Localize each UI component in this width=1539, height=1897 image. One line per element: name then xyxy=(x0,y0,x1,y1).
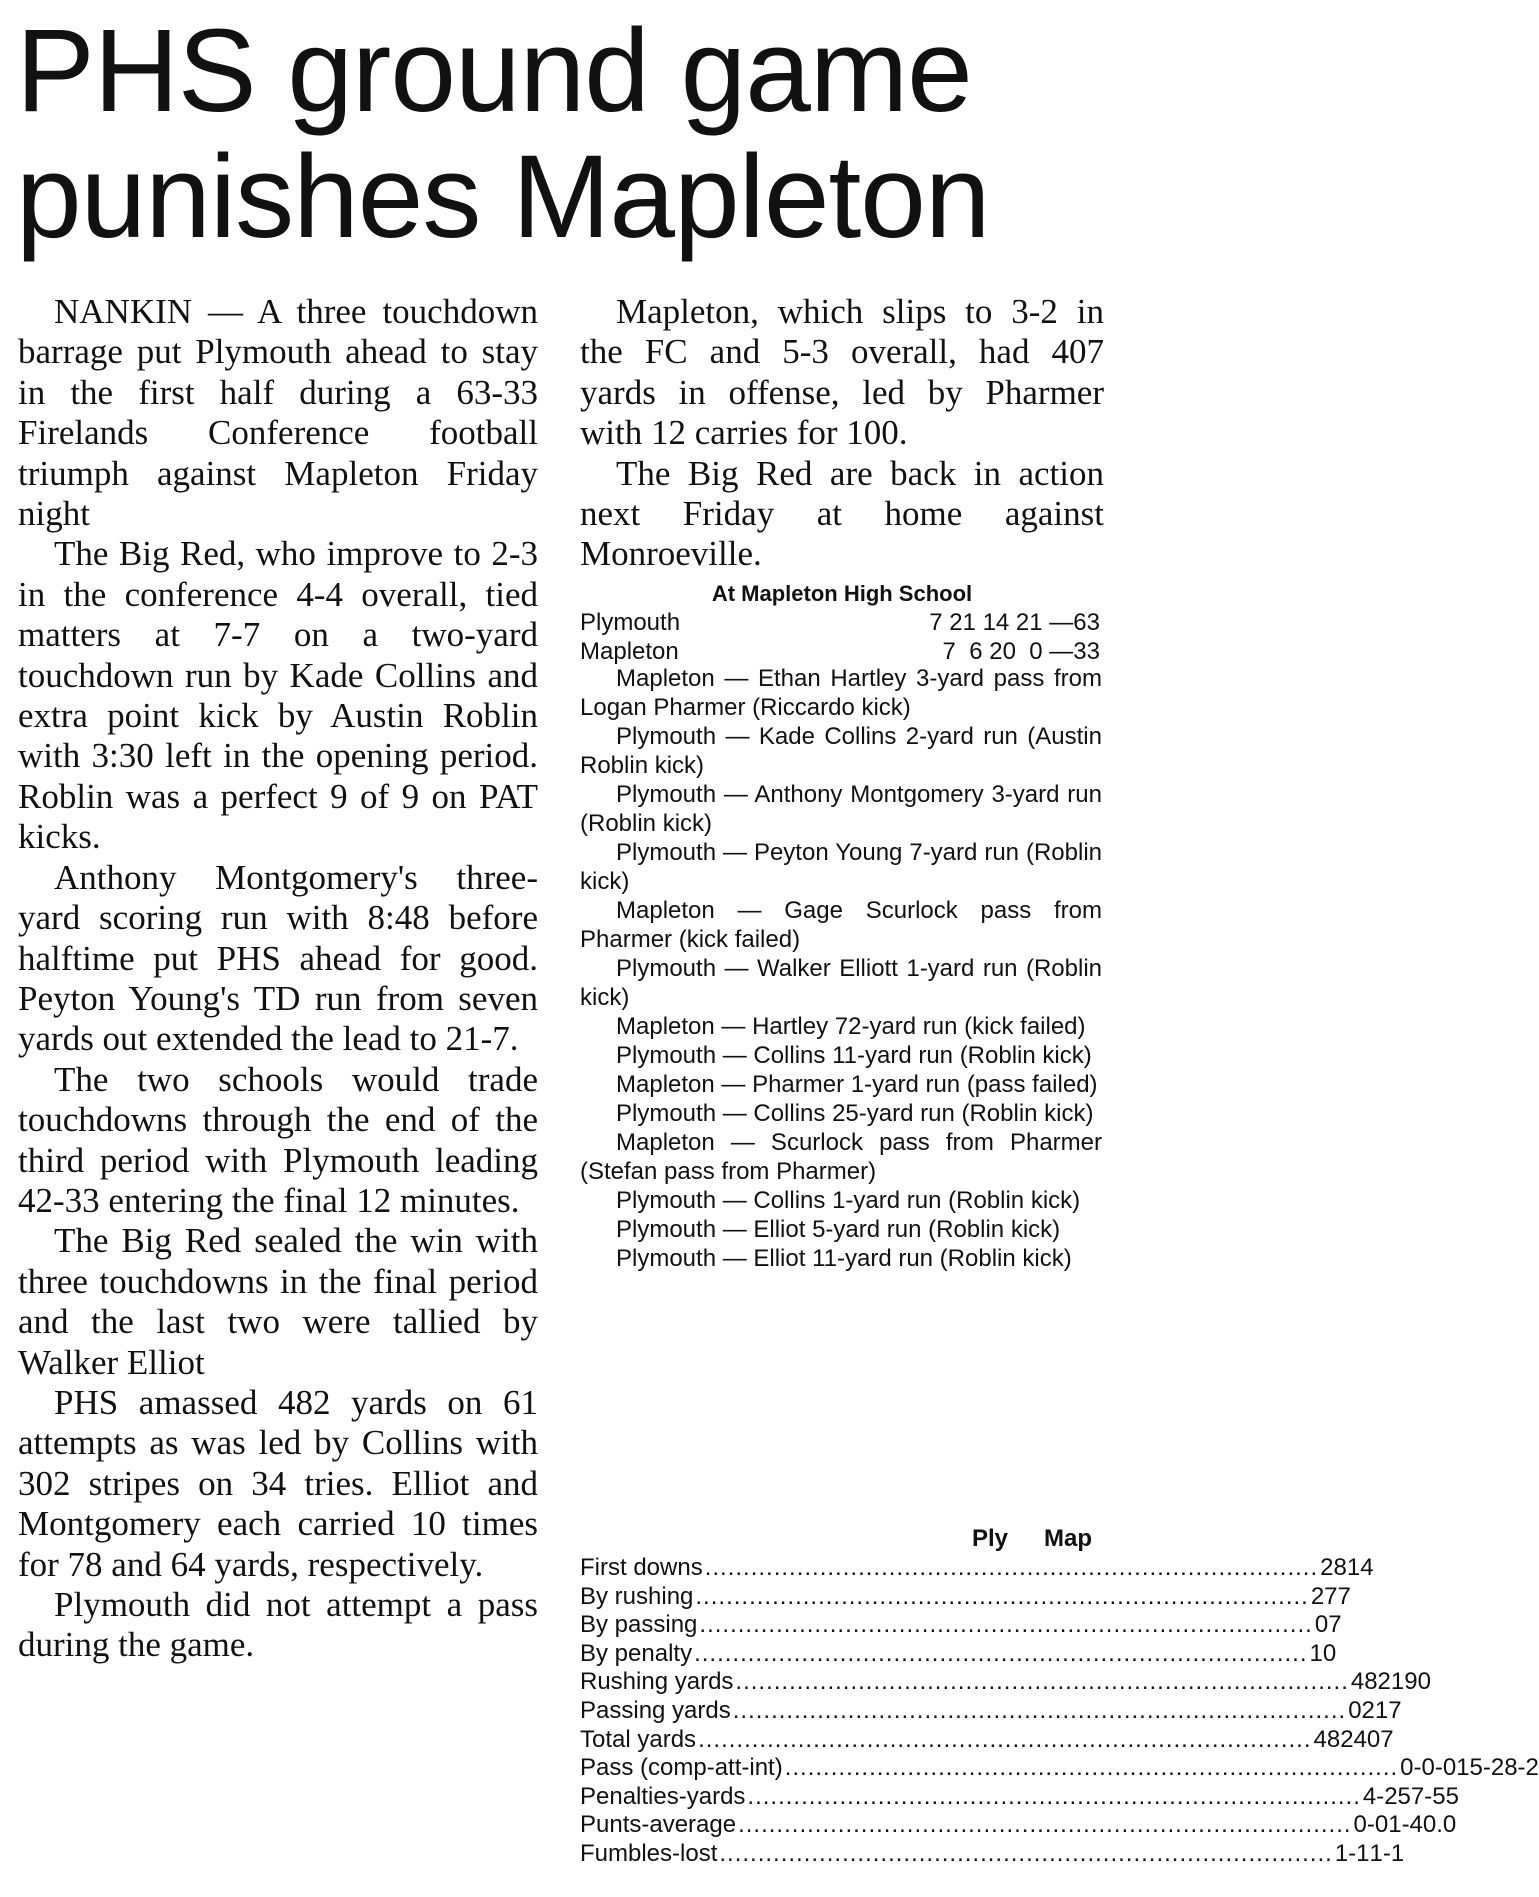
stat-label: Pass (comp-att-int) xyxy=(580,1754,783,1782)
headline xyxy=(16,5,1116,263)
dot-leader: ................................................................................ xyxy=(738,1811,1352,1839)
stat-label: By rushing xyxy=(580,1582,694,1610)
quarter-scores xyxy=(820,637,1100,666)
scoring-play: Plymouth — Collins 1-yard run (Roblin kick) xyxy=(616,1187,1081,1214)
final-score: —63 xyxy=(1049,609,1100,636)
stat-row xyxy=(580,1810,1457,1839)
stat-map-value: 7 xyxy=(1337,1582,1351,1610)
scoring-play: Mapleton — Pharmer 1-yard run (pass failed) xyxy=(616,1071,1098,1098)
stat-ply-value: 482 xyxy=(1313,1725,1354,1753)
stat-map-value: 14 xyxy=(1346,1554,1374,1581)
stat-ply-value: 0 xyxy=(1348,1696,1362,1724)
stat-ply-value: 1-1 xyxy=(1334,1839,1370,1867)
scoring-play: Plymouth — Walker Elliott 1-yard run (Roblin kick) xyxy=(580,955,1102,1011)
stat-map-value: 407 xyxy=(1353,1725,1394,1753)
scoring-play: Plymouth — Elliot 5-yard run (Roblin kick) xyxy=(616,1216,1061,1243)
quarter-scores xyxy=(820,608,1100,637)
scoring-play: Plymouth — Peyton Young 7-yard run (Roblin kick) xyxy=(580,839,1102,895)
scoring-summary xyxy=(580,664,1102,1273)
score-line-mapleton xyxy=(580,637,1100,666)
scoring-play: Mapleton — Ethan Hartley 3-yard pass from Logan Pharmer (Riccardo kick) xyxy=(580,665,1102,721)
score-line-plymouth xyxy=(580,608,1100,637)
stat-label: Punts-average xyxy=(580,1811,737,1839)
stat-ply-value: 4-25 xyxy=(1362,1782,1411,1810)
stat-map-value: 7-55 xyxy=(1410,1782,1459,1810)
stat-map-value: 217 xyxy=(1361,1696,1402,1724)
dot-leader: ................................................................................ xyxy=(732,1696,1347,1724)
scoring-play: Plymouth — Kade Collins 2-yard run (Austin Roblin kick) xyxy=(580,723,1102,779)
quarters: 7 6 20 0 xyxy=(942,638,1043,665)
stat-ply-value: 0-0 xyxy=(1353,1811,1389,1839)
article-right-column xyxy=(580,292,1104,575)
stat-row xyxy=(580,1610,1342,1639)
stat-map-value: 190 xyxy=(1390,1668,1431,1696)
dot-leader: ................................................................................ xyxy=(719,1839,1333,1867)
stat-ply-value: 0 xyxy=(1314,1611,1329,1639)
final-score: —33 xyxy=(1049,638,1100,665)
stat-map-value: 15-28-2 xyxy=(1456,1754,1539,1782)
team-stats-table xyxy=(580,1524,1539,1868)
headline-line-1: PHS ground game xyxy=(16,5,972,137)
dot-leader: ................................................................................ xyxy=(784,1754,1399,1782)
dot-leader: ................................................................................ xyxy=(698,1725,1312,1753)
article-paragraph: The Big Red are back in action next Friday at home against Monroeville. xyxy=(580,453,1104,574)
scoring-play: Mapleton — Hartley 72-yard run (kick failed) xyxy=(616,1013,1086,1040)
stat-ply-value: 1 xyxy=(1309,1639,1323,1667)
stats-header-ply: Ply xyxy=(971,1525,1009,1552)
stat-label: By passing xyxy=(580,1611,698,1639)
stat-label: Rushing yards xyxy=(580,1668,734,1696)
article-paragraph: Mapleton, which slips to 3-2 in the FC and 5-3 overall, had 407 yards in offense, led by Pharmer with 12 carries for 100. xyxy=(580,292,1104,453)
stat-row xyxy=(580,1696,1402,1725)
stat-label: By penalty xyxy=(580,1639,693,1667)
stat-row xyxy=(580,1639,1337,1668)
box-score-title: At Mapleton High School xyxy=(711,581,973,606)
article-paragraph: NANKIN — A three touchdown barrage put Plymouth ahead to stay in the first half during a 63-33 Firelands Conference football triumph against Mapleton Friday night xyxy=(18,292,538,534)
stat-row xyxy=(580,1582,1351,1611)
stat-row xyxy=(580,1782,1459,1811)
quarters: 7 21 14 21 xyxy=(929,609,1043,636)
stat-label: Total yards xyxy=(580,1725,697,1753)
stats-header-map: Map xyxy=(1044,1525,1092,1552)
team-name: Mapleton xyxy=(580,638,679,665)
stat-ply-value: 0-0-0 xyxy=(1400,1754,1457,1782)
stat-map-value: 7 xyxy=(1328,1611,1342,1639)
stats-header xyxy=(580,1524,1092,1553)
article-paragraph: The Big Red, who improve to 2-3 in the conference 4-4 overall, tied matters at 7-7 on a two-yard touchdown run by Kade Collins and extra point kick by Austin Roblin with 3:30 left in the opening period. Roblin was a perfect 9 of 9 on PAT kicks. xyxy=(18,534,538,857)
stat-row xyxy=(580,1553,1374,1582)
stat-row xyxy=(580,1725,1394,1754)
headline-line-2: punishes Mapleton xyxy=(16,131,990,263)
stat-label: First downs xyxy=(580,1554,703,1581)
stat-row xyxy=(580,1667,1431,1696)
scoring-play: Plymouth — Collins 11-yard run (Roblin kick) xyxy=(616,1042,1092,1069)
article-paragraph: The Big Red sealed the win with three touchdowns in the final period and the last two were tallied by Walker Elliot xyxy=(18,1221,538,1382)
stat-label: Penalties-yards xyxy=(580,1782,746,1810)
scoring-play: Plymouth — Collins 25-yard run (Roblin kick) xyxy=(616,1100,1094,1127)
team-name: Plymouth xyxy=(580,609,681,636)
article-left-column xyxy=(18,292,538,1666)
dot-leader: ................................................................................ xyxy=(747,1782,1361,1810)
stat-ply-value: 482 xyxy=(1350,1668,1391,1696)
scoring-play: Mapleton — Scurlock pass from Pharmer (Stefan pass from Pharmer) xyxy=(580,1129,1102,1185)
stat-map-value: 1-1 xyxy=(1369,1839,1405,1867)
dot-leader: ................................................................................ xyxy=(704,1554,1319,1581)
scoring-play: Mapleton — Gage Scurlock pass from Pharmer (kick failed) xyxy=(580,897,1102,953)
stat-map-value: 1-40.0 xyxy=(1388,1811,1457,1839)
dot-leader: ................................................................................ xyxy=(699,1611,1313,1639)
article-paragraph: Plymouth did not attempt a pass during the game. xyxy=(18,1585,538,1665)
dot-leader: ................................................................................ xyxy=(694,1639,1308,1667)
article-paragraph: PHS amassed 482 yards on 61 attempts as was led by Collins with 302 stripes on 34 tries. Elliot and Montgomery each carried 10 times for 78 and 64 yards, respectively. xyxy=(18,1382,538,1584)
stat-ply-value: 28 xyxy=(1320,1554,1347,1581)
stat-ply-value: 27 xyxy=(1310,1582,1338,1610)
article-paragraph: Anthony Montgomery's three-yard scoring run with 8:48 before halftime put PHS ahead for good. Peyton Young's TD run from seven yards out extended the lead to 21-7. xyxy=(18,857,538,1059)
scoring-play: Plymouth — Elliot 11-yard run (Roblin kick) xyxy=(616,1245,1072,1272)
stat-map-value: 0 xyxy=(1322,1639,1337,1667)
article-paragraph: The two schools would trade touchdowns through the end of the third period with Plymouth leading 42-33 entering the final 12 minutes. xyxy=(18,1059,538,1220)
stat-label: Fumbles-lost xyxy=(580,1839,718,1867)
dot-leader: ................................................................................ xyxy=(735,1668,1349,1696)
stat-row xyxy=(580,1753,1539,1782)
scoring-play: Plymouth — Anthony Montgomery 3-yard run (Roblin kick) xyxy=(580,781,1102,837)
stat-label: Passing yards xyxy=(580,1696,731,1724)
dot-leader: ................................................................................ xyxy=(695,1582,1309,1610)
stat-row xyxy=(580,1839,1405,1868)
